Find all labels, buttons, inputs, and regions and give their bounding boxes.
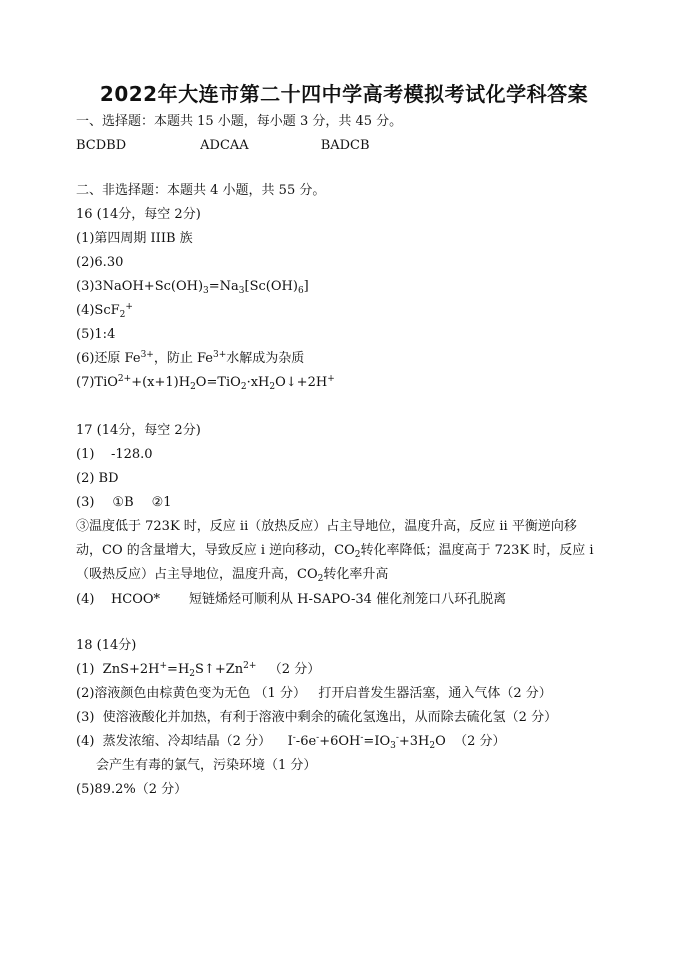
q18-answer-3: (3) 使溶液酸化并加热，有利于溶液中剩余的硫化氢逸出，从而除去硫化氢（2 分） [76,710,558,725]
section1-heading: 一、选择题：本题共 15 小题，每小题 3 分，共 45 分。 [76,114,403,129]
q17-answer-3-reason-line-2: 动，CO 的含量增大，导致反应 i 逆向移动，$CO_2$转化率降低；温度高于 723K 时，反应 i [76,543,594,560]
section2-heading: 二、非选择题：本题共 4 小题，共 55 分。 [76,183,326,198]
q17-answer-3-reason-line-3: （吸热反应）占主导地位，温度升高，$CO_2$转化率升高 [76,567,389,584]
mcq-answer-group-1: BCDBD [76,138,127,153]
q16-answer-1: (1)第四周期 IIIB 族 [76,231,193,246]
q17-header: 17 (14分，每空 2分) [76,423,201,438]
q18-answer-5: (5)89.2%（2 分） [76,782,188,797]
q16-answer-6: (6)还原 $Fe^{3+}$，防止 $Fe^{3+}$水解成为杂质 [76,350,305,366]
q17-answer-2: (2) BD [76,471,119,486]
mcq-answers-row [76,138,370,154]
q18-answer-1: (1) $ZnS+2H^+=H_2S↑+Zn^{2+}$ （2 分） [76,661,321,679]
q17-answer-3-reason-line-1: ③温度低于 723K 时，反应 ii（放热反应）占主导地位，温度升高，反应 ii 平衡逆向移 [76,519,577,534]
q16-answer-7: $(7)TiO^{2+}+(x+1)H_2O=TiO_2\cdot xH_2O↓+2H^+$ [76,374,335,392]
q16-answer-4: (4)ScF$_2$+ [76,302,133,320]
q16-answer-2: (2)6.30 [76,255,124,270]
q17-answer-3: (3) ①B ②1 [76,495,172,510]
q17-answer-1: (1) -128.0 [76,447,153,462]
q18-header: 18 (14分) [76,638,137,653]
q17-answer-4: (4) HCOO* 短链烯烃可顺利从 H-SAPO-34 催化剂笼口八环孔脱离 [76,592,507,607]
page-title: 2022年大连市第二十四中学高考模拟考试化学科答案 [99,82,589,106]
q16-answer-3: $(3)3NaOH+Sc(OH)_3=Na_3[Sc(OH)_6]$ [76,279,309,296]
mcq-answer-group-3: BADCB [320,138,370,153]
q16-answer-5: (5)1:4 [76,327,116,342]
mcq-answer-group-2: ADCAA [200,138,249,153]
q16-header: 16 (14分，每空 2分) [76,207,201,222]
q18-answer-4: (4) 蒸发浓缩、冷却结晶（2 分） $I^--6e^-+6OH^-=IO_3^-+3H_2O$ （2 分） [76,733,506,751]
q18-answer-4-note: 会产生有毒的氯气，污染环境（1 分） [96,758,317,773]
q18-answer-2: (2)溶液颜色由棕黄色变为无色 （1 分） 打开启普发生器活塞，通入气体（2 分） [76,686,552,701]
